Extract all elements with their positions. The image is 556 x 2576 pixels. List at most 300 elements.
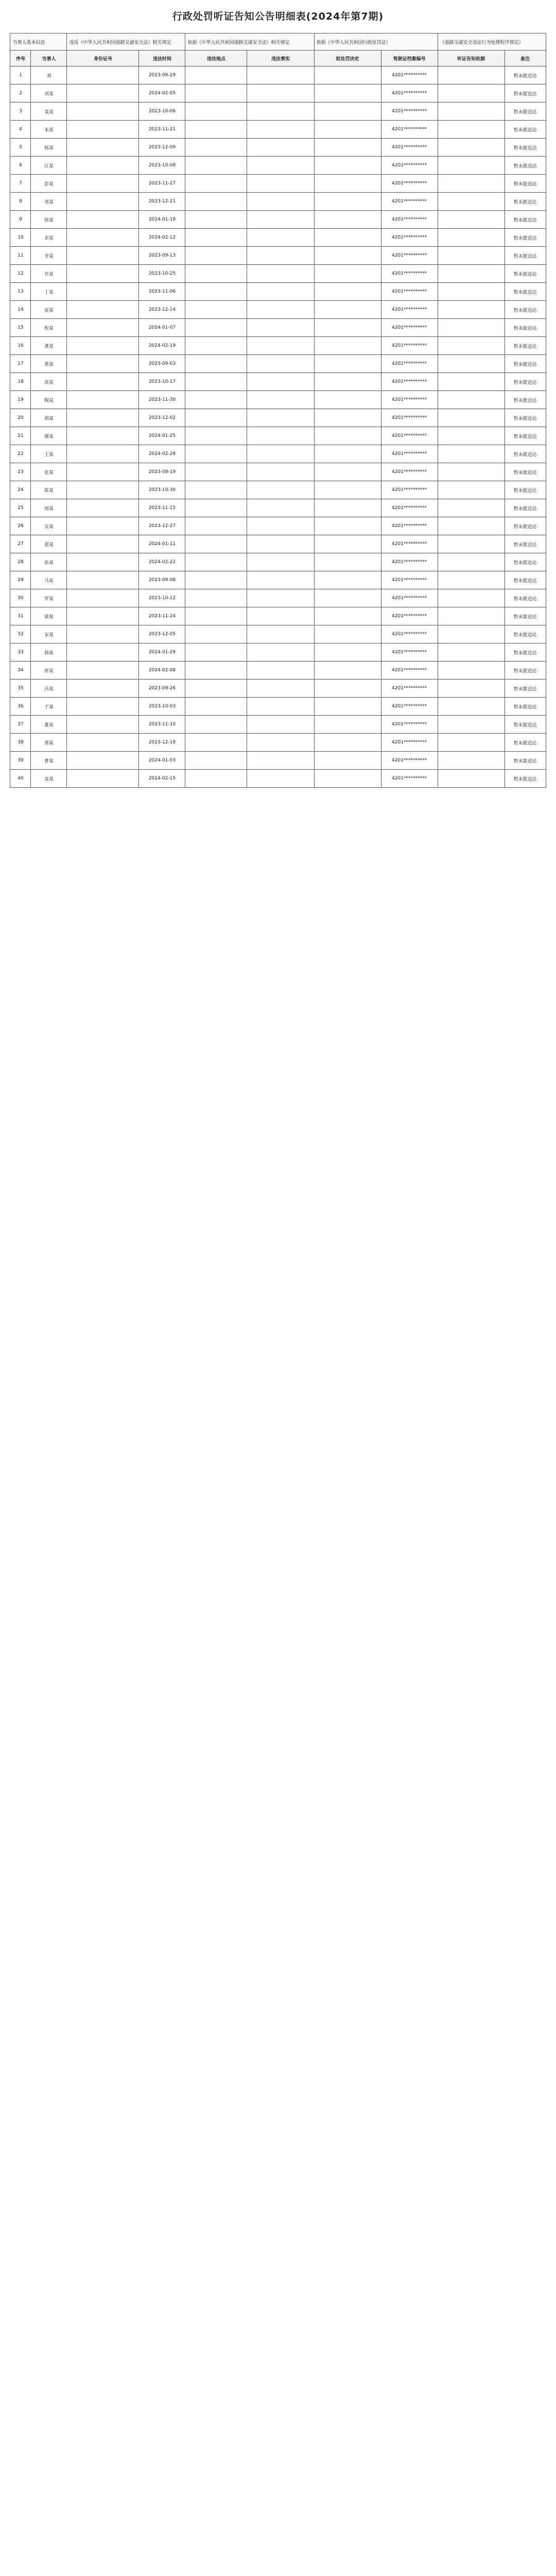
table-cell: 周某: [31, 499, 67, 517]
table-cell: [185, 157, 247, 175]
table-cell: 29: [10, 571, 31, 589]
table-cell: 4201**********: [381, 175, 438, 193]
table-cell: [185, 643, 247, 662]
table-cell: 4201**********: [381, 319, 438, 337]
table-cell: 胡某: [31, 409, 67, 427]
table-cell: [185, 283, 247, 301]
table-cell: 暂未能送达: [505, 734, 546, 752]
table-cell: 4201**********: [381, 607, 438, 625]
table-row: [10, 553, 546, 571]
table-cell: 袁某: [31, 770, 67, 788]
table-cell: [67, 770, 139, 788]
table-cell: 10: [10, 229, 31, 247]
table-header-row: [10, 50, 546, 66]
table-row: [10, 698, 546, 716]
table-cell: 2024-02-08: [139, 662, 185, 680]
table-row: [10, 66, 546, 84]
table-cell: [185, 66, 247, 84]
table-cell: [185, 445, 247, 463]
table-cell: 4201**********: [381, 517, 438, 535]
table-cell: 14: [10, 301, 31, 319]
column-header: 当事人: [31, 50, 67, 66]
table-cell: [247, 121, 314, 139]
table-cell: [314, 409, 381, 427]
table-cell: 刘: [31, 66, 67, 84]
table-cell: 4201**********: [381, 571, 438, 589]
table-cell: [314, 427, 381, 445]
table-cell: 2024-02-19: [139, 337, 185, 355]
table-cell: [438, 445, 505, 463]
table-cell: [185, 427, 247, 445]
table-cell: 2023-12-14: [139, 301, 185, 319]
table-cell: 2023-11-24: [139, 607, 185, 625]
table-cell: 4201**********: [381, 301, 438, 319]
table-cell: 4201**********: [381, 121, 438, 139]
table-cell: 12: [10, 265, 31, 283]
table-cell: [185, 734, 247, 752]
table-cell: 23: [10, 463, 31, 481]
table-cell: 28: [10, 553, 31, 571]
table-cell: [247, 265, 314, 283]
table-cell: [314, 662, 381, 680]
table-cell: 暂未能送达: [505, 211, 546, 229]
column-header: 序号: [10, 50, 31, 66]
table-cell: 余某: [31, 229, 67, 247]
table-cell: [67, 211, 139, 229]
table-row: [10, 770, 546, 788]
table-row: [10, 157, 546, 175]
table-cell: [438, 373, 505, 391]
table-cell: [185, 589, 247, 607]
table-cell: [438, 716, 505, 734]
table-cell: [314, 283, 381, 301]
table-cell: 25: [10, 499, 31, 517]
table-row: [10, 84, 546, 103]
table-cell: 4201**********: [381, 752, 438, 770]
table-cell: [67, 301, 139, 319]
table-cell: 暂未能送达: [505, 121, 546, 139]
table-cell: 暂未能送达: [505, 229, 546, 247]
table-cell: [185, 409, 247, 427]
column-header: 驾驶证档案编号: [381, 50, 438, 66]
table-cell: [314, 680, 381, 698]
table-cell: [67, 571, 139, 589]
table-cell: [67, 66, 139, 84]
table-cell: 4201**********: [381, 698, 438, 716]
table-cell: 暂未能送达: [505, 139, 546, 157]
table-cell: [314, 752, 381, 770]
table-cell: [185, 121, 247, 139]
table-cell: 王某: [31, 445, 67, 463]
table-cell: 2023-11-15: [139, 499, 185, 517]
table-cell: [185, 770, 247, 788]
table-cell: 暂未能送达: [505, 265, 546, 283]
table-cell: [438, 499, 505, 517]
table-cell: 4201**********: [381, 716, 438, 734]
table-cell: [247, 103, 314, 121]
table-cell: 22: [10, 445, 31, 463]
table-cell: [67, 157, 139, 175]
table-cell: [247, 625, 314, 643]
table-row: [10, 193, 546, 211]
table-cell: 34: [10, 662, 31, 680]
table-cell: [438, 427, 505, 445]
table-cell: [185, 193, 247, 211]
table-cell: 2024-01-18: [139, 211, 185, 229]
table-row: [10, 103, 546, 121]
table-cell: [247, 373, 314, 391]
table-cell: 暂未能送达: [505, 175, 546, 193]
table-row: [10, 499, 546, 517]
table-cell: [314, 625, 381, 643]
table-cell: [438, 391, 505, 409]
table-cell: [247, 535, 314, 553]
table-cell: 2023-11-30: [139, 391, 185, 409]
table-cell: [67, 319, 139, 337]
table-cell: 2023-11-06: [139, 283, 185, 301]
table-cell: 2023-12-27: [139, 517, 185, 535]
table-cell: 暂未能送达: [505, 716, 546, 734]
table-row: [10, 391, 546, 409]
table-cell: 4201**********: [381, 643, 438, 662]
table-cell: [247, 698, 314, 716]
table-cell: [185, 499, 247, 517]
table-cell: 暂未能送达: [505, 445, 546, 463]
table-row: [10, 517, 546, 535]
table-cell: [185, 84, 247, 103]
table-cell: [185, 391, 247, 409]
table-cell: [314, 535, 381, 553]
table-cell: [438, 319, 505, 337]
table-cell: [247, 662, 314, 680]
table-cell: [67, 752, 139, 770]
table-cell: [438, 734, 505, 752]
table-cell: [314, 247, 381, 265]
table-row: [10, 319, 546, 337]
table-cell: [185, 301, 247, 319]
table-cell: [67, 481, 139, 499]
table-cell: 暂未能送达: [505, 499, 546, 517]
table-cell: 暂未能送达: [505, 589, 546, 607]
table-cell: [185, 103, 247, 121]
table-cell: [438, 157, 505, 175]
table-cell: 8: [10, 193, 31, 211]
table-cell: [438, 662, 505, 680]
table-cell: 雷某: [31, 301, 67, 319]
preamble-cell: 违反《中华人民共和国道路交通安全法》相关规定: [67, 33, 185, 50]
column-header: 听证告知依据: [438, 50, 505, 66]
table-cell: 冯某: [31, 680, 67, 698]
table-cell: [247, 175, 314, 193]
table-cell: 2024-02-12: [139, 229, 185, 247]
table-cell: 暂未能送达: [505, 571, 546, 589]
preamble-row: [10, 33, 546, 50]
table-cell: 董某: [31, 716, 67, 734]
table-row: [10, 463, 546, 481]
table-cell: [438, 463, 505, 481]
table-cell: 2024-02-28: [139, 445, 185, 463]
column-header: 身份证号: [67, 50, 139, 66]
table-cell: 2023-09-08: [139, 571, 185, 589]
table-cell: [247, 301, 314, 319]
table-cell: [314, 319, 381, 337]
table-cell: [67, 589, 139, 607]
table-cell: [438, 283, 505, 301]
table-row: [10, 409, 546, 427]
table-cell: 4201**********: [381, 337, 438, 355]
table-cell: [314, 139, 381, 157]
table-cell: [314, 193, 381, 211]
table-cell: [438, 103, 505, 121]
table-cell: [247, 427, 314, 445]
table-cell: [438, 211, 505, 229]
table-cell: [185, 319, 247, 337]
table-cell: [185, 517, 247, 535]
table-cell: 暂未能送达: [505, 409, 546, 427]
table-row: [10, 301, 546, 319]
table-cell: 曹某: [31, 752, 67, 770]
table-cell: 暂未能送达: [505, 625, 546, 643]
preamble-cell: 《道路交通安全违法行为处理程序规定》: [438, 33, 546, 50]
column-header: 备注: [505, 50, 546, 66]
table-cell: [438, 643, 505, 662]
table-cell: 2: [10, 84, 31, 103]
table-row: [10, 139, 546, 157]
table-cell: 2023-11-27: [139, 175, 185, 193]
table-cell: 暂未能送达: [505, 373, 546, 391]
table-cell: [314, 301, 381, 319]
table-cell: 孙某: [31, 553, 67, 571]
table-cell: [438, 355, 505, 373]
table-cell: [67, 373, 139, 391]
table-cell: [438, 535, 505, 553]
table-cell: [247, 319, 314, 337]
table-cell: 罗某: [31, 589, 67, 607]
table-cell: 暂未能送达: [505, 391, 546, 409]
table-cell: [185, 662, 247, 680]
table-cell: 2023-10-25: [139, 265, 185, 283]
table-cell: [247, 643, 314, 662]
table-cell: [247, 571, 314, 589]
table-row: [10, 445, 546, 463]
table-cell: 4201**********: [381, 662, 438, 680]
table-cell: 暂未能送达: [505, 355, 546, 373]
table-cell: [314, 571, 381, 589]
table-cell: [185, 337, 247, 355]
table-cell: [247, 481, 314, 499]
table-cell: [247, 211, 314, 229]
table-cell: [314, 517, 381, 535]
table-cell: 3: [10, 103, 31, 121]
table-row: [10, 265, 546, 283]
table-cell: [314, 770, 381, 788]
table-cell: 4201**********: [381, 499, 438, 517]
table-cell: 2024-01-29: [139, 643, 185, 662]
table-cell: 2023-09-26: [139, 680, 185, 698]
table-cell: [314, 355, 381, 373]
table-cell: [438, 752, 505, 770]
table-cell: [438, 66, 505, 84]
table-cell: [67, 283, 139, 301]
table-cell: [185, 553, 247, 571]
table-cell: 26: [10, 517, 31, 535]
table-cell: [67, 716, 139, 734]
table-cell: [314, 734, 381, 752]
table-body: [10, 66, 546, 788]
table-cell: 2023-12-05: [139, 625, 185, 643]
table-cell: [314, 84, 381, 103]
table-cell: 1: [10, 66, 31, 84]
table-cell: 李某: [31, 247, 67, 265]
table-cell: 暂未能送达: [505, 517, 546, 535]
table-row: [10, 211, 546, 229]
table-cell: [247, 607, 314, 625]
table-cell: 4201**********: [381, 680, 438, 698]
table-cell: [247, 680, 314, 698]
table-cell: 2023-10-12: [139, 589, 185, 607]
table-cell: [314, 211, 381, 229]
table-cell: [67, 643, 139, 662]
table-cell: [247, 193, 314, 211]
table-cell: 2024-01-25: [139, 427, 185, 445]
table-row: [10, 662, 546, 680]
table-cell: 高某: [31, 373, 67, 391]
table-cell: [314, 481, 381, 499]
table-cell: [185, 463, 247, 481]
table-cell: [438, 265, 505, 283]
table-row: [10, 283, 546, 301]
table-cell: 梁某: [31, 607, 67, 625]
table-cell: [247, 66, 314, 84]
table-cell: [438, 770, 505, 788]
table-row: [10, 481, 546, 499]
table-cell: [185, 175, 247, 193]
table-cell: [67, 607, 139, 625]
table-cell: [314, 499, 381, 517]
table-cell: 马某: [31, 571, 67, 589]
table-cell: 张某: [31, 463, 67, 481]
preamble-cell: 当事人基本信息: [10, 33, 67, 50]
table-cell: 刘某: [31, 84, 67, 103]
table-row: [10, 752, 546, 770]
table-cell: [185, 229, 247, 247]
table-cell: 邓某: [31, 193, 67, 211]
table-cell: 4201**********: [381, 355, 438, 373]
table-cell: 暂未能送达: [505, 535, 546, 553]
table-cell: [185, 607, 247, 625]
table-cell: [247, 752, 314, 770]
table-cell: 2023-12-09: [139, 139, 185, 157]
table-cell: [247, 770, 314, 788]
table-cell: 4201**********: [381, 427, 438, 445]
preamble-cell: 依据《中华人民共和国道路交通安全法》相关规定: [185, 33, 314, 50]
preamble-cell: 依据《中华人民共和国行政处罚法》: [314, 33, 438, 50]
table-cell: [314, 337, 381, 355]
table-cell: 暂未能送达: [505, 319, 546, 337]
table-cell: [185, 139, 247, 157]
table-cell: 韩某: [31, 643, 67, 662]
table-cell: 杨某: [31, 139, 67, 157]
table-cell: [314, 121, 381, 139]
table-cell: 4201**********: [381, 481, 438, 499]
table-cell: 19: [10, 391, 31, 409]
table-cell: 暂未能送达: [505, 481, 546, 499]
column-header: 违法地点: [185, 50, 247, 66]
table-cell: [438, 193, 505, 211]
table-cell: 4201**********: [381, 84, 438, 103]
table-cell: [314, 229, 381, 247]
table-cell: 5: [10, 139, 31, 157]
table-cell: 37: [10, 716, 31, 734]
table-cell: 38: [10, 734, 31, 752]
table-cell: 暂未能送达: [505, 607, 546, 625]
table-cell: [314, 589, 381, 607]
table-cell: 35: [10, 680, 31, 698]
table-cell: 2023-11-10: [139, 716, 185, 734]
table-cell: [67, 499, 139, 517]
table-row: [10, 571, 546, 589]
table-cell: [438, 247, 505, 265]
table-cell: [438, 337, 505, 355]
table-cell: 33: [10, 643, 31, 662]
document-title: 行政处罚听证告知公告明细表(2024年第7期): [172, 11, 384, 22]
table-row: [10, 716, 546, 734]
table-cell: 4201**********: [381, 463, 438, 481]
table-cell: 32: [10, 625, 31, 643]
table-cell: 暂未能送达: [505, 553, 546, 571]
table-cell: [185, 481, 247, 499]
table-cell: 2023-10-06: [139, 103, 185, 121]
table-cell: [314, 66, 381, 84]
table-cell: [314, 553, 381, 571]
table-row: [10, 643, 546, 662]
table-cell: 2023-12-21: [139, 193, 185, 211]
table-row: [10, 734, 546, 752]
table-cell: 6: [10, 157, 31, 175]
table-cell: [67, 175, 139, 193]
table-cell: [314, 103, 381, 121]
table-cell: [185, 211, 247, 229]
table-cell: [185, 535, 247, 553]
table-cell: [247, 553, 314, 571]
table-cell: 唐某: [31, 662, 67, 680]
column-header: 违法时间: [139, 50, 185, 66]
table-cell: [438, 301, 505, 319]
table-row: [10, 535, 546, 553]
table-row: [10, 625, 546, 643]
table-cell: 4201**********: [381, 66, 438, 84]
table-cell: 暂未能送达: [505, 698, 546, 716]
table-cell: [438, 517, 505, 535]
table-cell: [247, 391, 314, 409]
table-cell: 2023-10-03: [139, 698, 185, 716]
table-cell: 21: [10, 427, 31, 445]
table-cell: 徐某: [31, 211, 67, 229]
table-cell: 暂未能送达: [505, 752, 546, 770]
table-cell: 谢某: [31, 427, 67, 445]
table-cell: 江某: [31, 157, 67, 175]
table-cell: [185, 680, 247, 698]
table-cell: 丁某: [31, 283, 67, 301]
table-cell: 宋某: [31, 625, 67, 643]
table-cell: 30: [10, 589, 31, 607]
table-cell: [67, 103, 139, 121]
table-cell: 4201**********: [381, 247, 438, 265]
column-header: 拟处罚决定: [314, 50, 381, 66]
table-row: [10, 680, 546, 698]
table-cell: 程某: [31, 319, 67, 337]
table-cell: [67, 121, 139, 139]
